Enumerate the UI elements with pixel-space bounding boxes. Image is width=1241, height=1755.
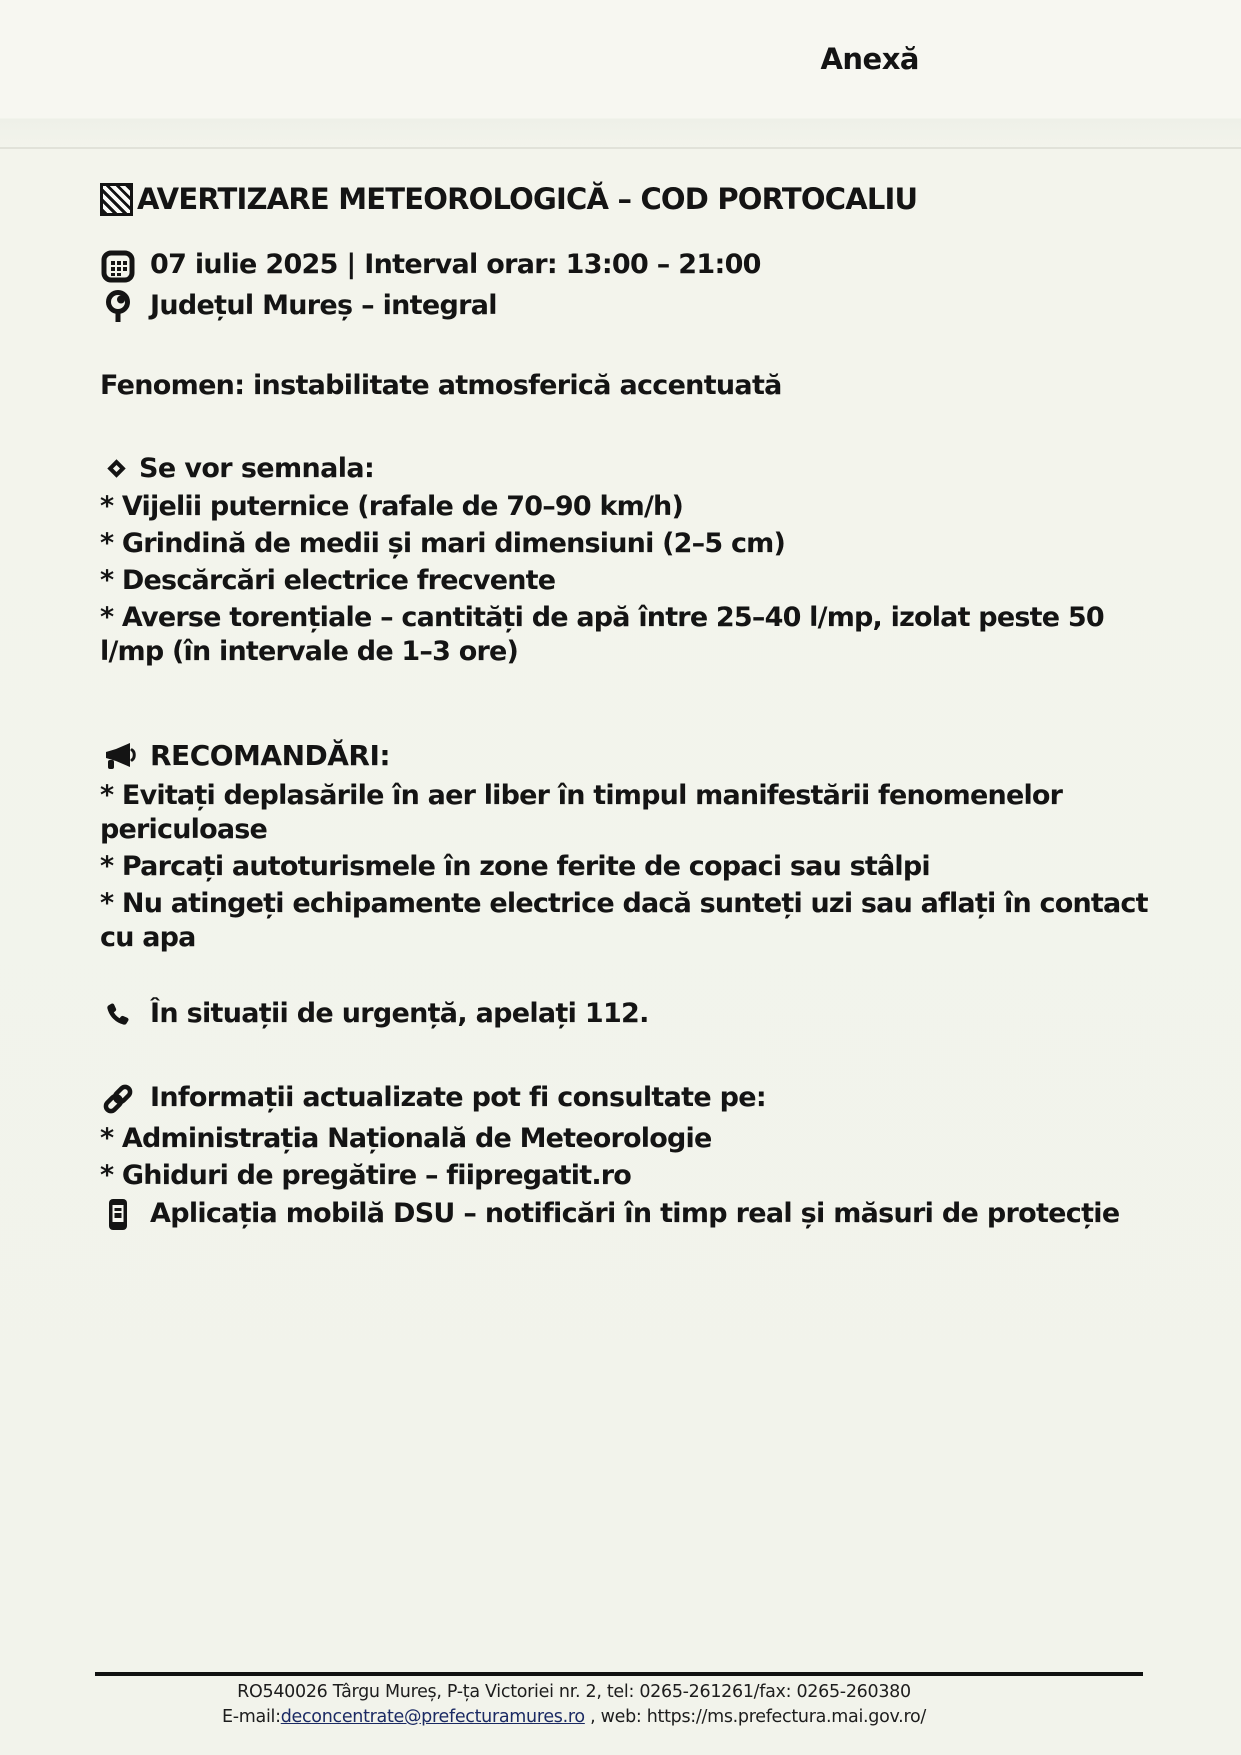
signals-list	[100, 490, 1150, 669]
mobile-phone-icon	[100, 1198, 136, 1232]
recommendation-item: * Evitați deplasările în aer liber în timpul manifestării fenomenelor periculoase	[100, 780, 1063, 845]
calendar-icon	[100, 249, 136, 283]
date-row	[100, 248, 1150, 283]
megaphone-icon	[100, 741, 136, 773]
emergency-text: În situații de urgență, apelați 112.	[150, 998, 649, 1029]
info-heading: Informații actualizate pot fi consultate pe:	[150, 1082, 766, 1113]
app-text: Aplicația mobilă DSU – notificări în timp real și măsuri de protecție	[150, 1198, 1120, 1229]
signal-item: * Averse torențiale – cantități de apă între 25–40 l/mp, izolat peste 50 l/mp (în intervale de 1–3 ore)	[100, 602, 1104, 667]
annex-label: Anexă	[820, 42, 919, 76]
recommendation-item: * Parcați autoturismele în zone ferite de copaci sau stâlpi	[100, 851, 930, 882]
recommendations-heading-row	[100, 739, 1150, 773]
diamond-bullet-icon	[107, 459, 125, 477]
location-row	[100, 289, 1150, 326]
app-row	[100, 1197, 1150, 1232]
link-icon	[100, 1082, 136, 1116]
document-title: AVERTIZARE METEOROLOGICĂ – COD PORTOCALIU	[137, 182, 918, 216]
footer-text	[50, 1680, 1098, 1730]
footer-divider	[95, 1672, 1143, 1676]
location-text: Județul Mureș – integral	[150, 290, 497, 321]
date-text: 07 iulie 2025 | Interval orar: 13:00 – 21:00	[150, 249, 761, 280]
signal-item: * Grindină de medii și mari dimensiuni (2–5 cm)	[100, 528, 786, 559]
web-address: , web: https://ms.prefectura.mai.gov.ro/	[584, 1707, 926, 1727]
phenomenon-line: Fenomen: instabilitate atmosferică accentuată	[100, 370, 782, 401]
page-footer	[95, 1672, 1143, 1730]
info-item: * Administrația Națională de Meteorologie	[100, 1123, 712, 1154]
signals-heading: Se vor semnala:	[139, 453, 375, 484]
footer-address: RO540026 Târgu Mureș, P-ța Victoriei nr. 2, tel: 0265-261261/fax: 0265-260380	[237, 1682, 911, 1702]
phone-icon	[100, 998, 136, 1030]
info-heading-row	[100, 1081, 1150, 1116]
signal-item: * Vijelii puternice (rafale de 70–90 km/h)	[100, 491, 684, 522]
recommendations-heading: RECOMANDĂRI:	[150, 739, 391, 772]
info-list	[100, 1122, 1150, 1193]
document-title-row	[100, 182, 1150, 216]
footer-contact-line	[50, 1705, 1098, 1730]
emergency-row	[100, 997, 1150, 1031]
document-body	[100, 182, 1150, 1232]
signal-item: * Descărcări electrice frecvente	[100, 565, 556, 596]
email-label: E-mail:	[222, 1707, 281, 1727]
recommendation-item: * Nu atingeți echipamente electrice dacă sunteți uzi sau aflați în contact cu apa	[100, 888, 1148, 953]
orange-square-icon	[100, 183, 133, 216]
location-pin-icon	[100, 290, 136, 326]
info-item: * Ghiduri de pregătire – fiipregatit.ro	[100, 1160, 632, 1191]
signals-heading-row	[100, 453, 1150, 484]
recommendations-list	[100, 779, 1150, 955]
email-link[interactable]: deconcentrate@prefecturamures.ro	[280, 1707, 585, 1727]
